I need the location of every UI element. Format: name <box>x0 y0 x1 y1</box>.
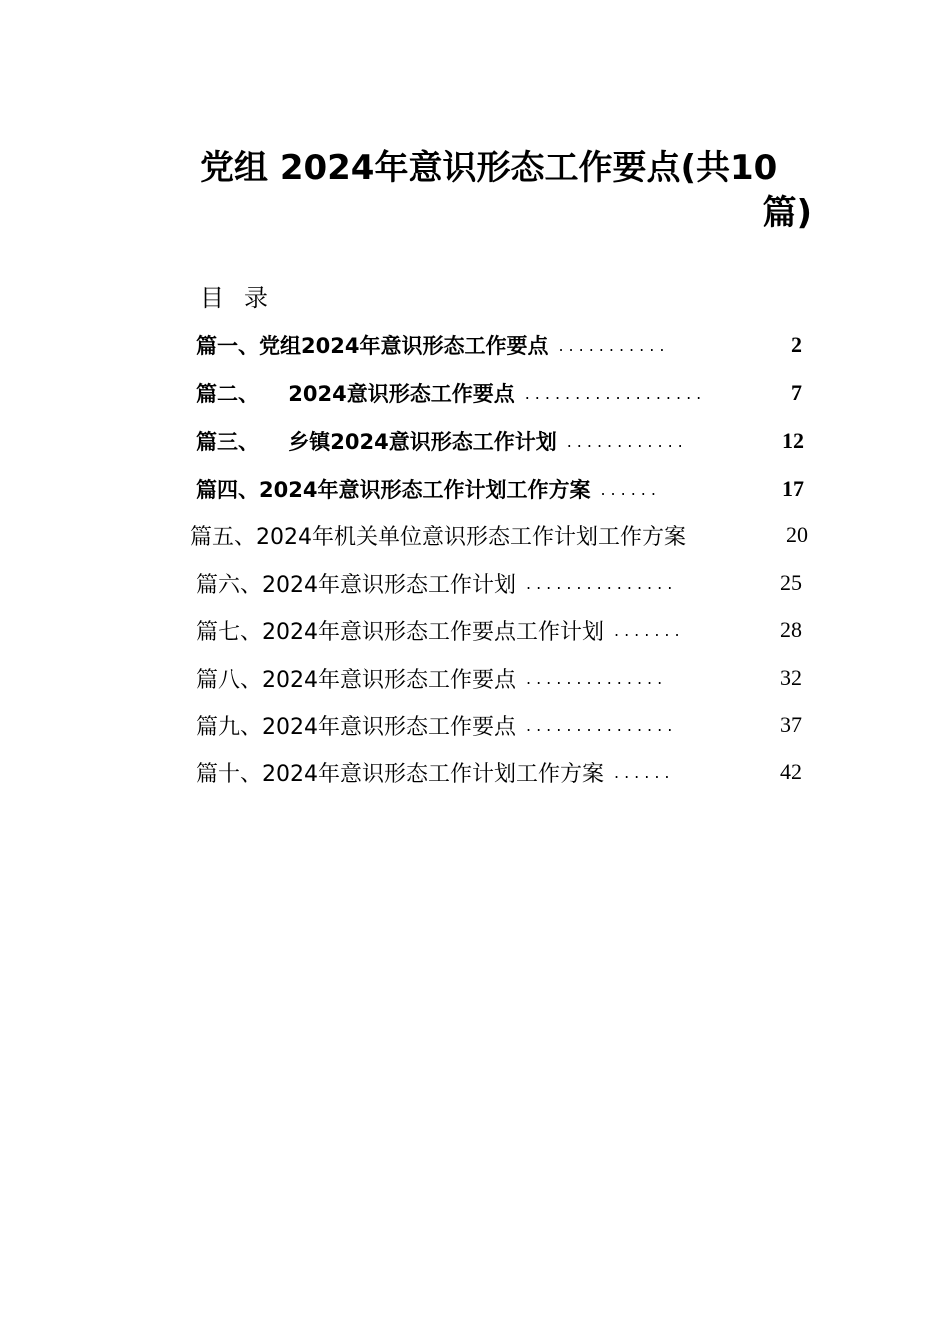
toc-page-number: 25 <box>780 570 802 595</box>
toc-entry[interactable] <box>196 708 802 742</box>
toc-leader-dots: .................. <box>524 383 707 403</box>
document-title-line-1: 党组 2024年意识形态工作要点(共10 <box>200 148 778 188</box>
toc-page-number: 7 <box>791 380 802 405</box>
toc-entry[interactable] <box>190 518 808 552</box>
toc-page-number: 12 <box>782 428 804 453</box>
toc-leader-dots: ...... <box>614 762 675 782</box>
toc-page-number: 20 <box>786 522 808 547</box>
toc-entry-label: 篇六、2024年意识形态工作计划 <box>196 572 516 598</box>
toc-page-number: 37 <box>780 712 802 737</box>
toc-entry[interactable] <box>196 661 802 695</box>
toc-page-number: 28 <box>780 617 802 642</box>
toc-leader-dots: ...... <box>600 479 661 499</box>
toc-leader-dots: ............ <box>566 431 688 451</box>
toc-entry-label: 篇四、2024年意识形态工作计划工作方案 <box>196 478 591 502</box>
toc-entry-label: 篇一、党组2024年意识形态工作要点 <box>196 334 549 358</box>
toc-page-number: 2 <box>791 332 802 357</box>
toc-entry-label: 篇七、2024年意识形态工作要点工作计划 <box>196 619 604 645</box>
toc-leader-dots: ............... <box>526 715 678 735</box>
toc-entry[interactable] <box>196 472 804 506</box>
document-title-line-2: 篇) <box>762 193 812 233</box>
toc-entry-label: 篇八、2024年意识形态工作要点 <box>196 667 516 693</box>
toc-page-number: 17 <box>782 476 804 501</box>
toc-leader-dots: .............. <box>526 668 668 688</box>
toc-page-number: 42 <box>780 759 802 784</box>
toc-entry[interactable] <box>196 566 802 600</box>
toc-leader-dots: ............... <box>526 573 678 593</box>
toc-entry[interactable] <box>196 424 804 458</box>
toc-entry[interactable] <box>196 376 802 410</box>
toc-entry-label: 篇五、2024年机关单位意识形态工作计划工作方案 <box>190 524 686 550</box>
toc-entry-label: 篇二、 2024意识形态工作要点 <box>196 382 515 406</box>
toc-page-number: 32 <box>780 665 802 690</box>
toc-entry[interactable] <box>196 613 802 647</box>
toc-entry-label: 篇十、2024年意识形态工作计划工作方案 <box>196 761 604 787</box>
toc-entry[interactable] <box>196 328 802 362</box>
toc-leader-dots: ....... <box>614 620 685 640</box>
toc-entry[interactable] <box>196 755 802 789</box>
toc-leader-dots: ........... <box>558 335 670 355</box>
toc-heading: 目录 <box>200 284 288 312</box>
toc-entry-label: 篇三、 乡镇2024意识形态工作计划 <box>196 430 557 454</box>
toc-entry-label: 篇九、2024年意识形态工作要点 <box>196 714 516 740</box>
